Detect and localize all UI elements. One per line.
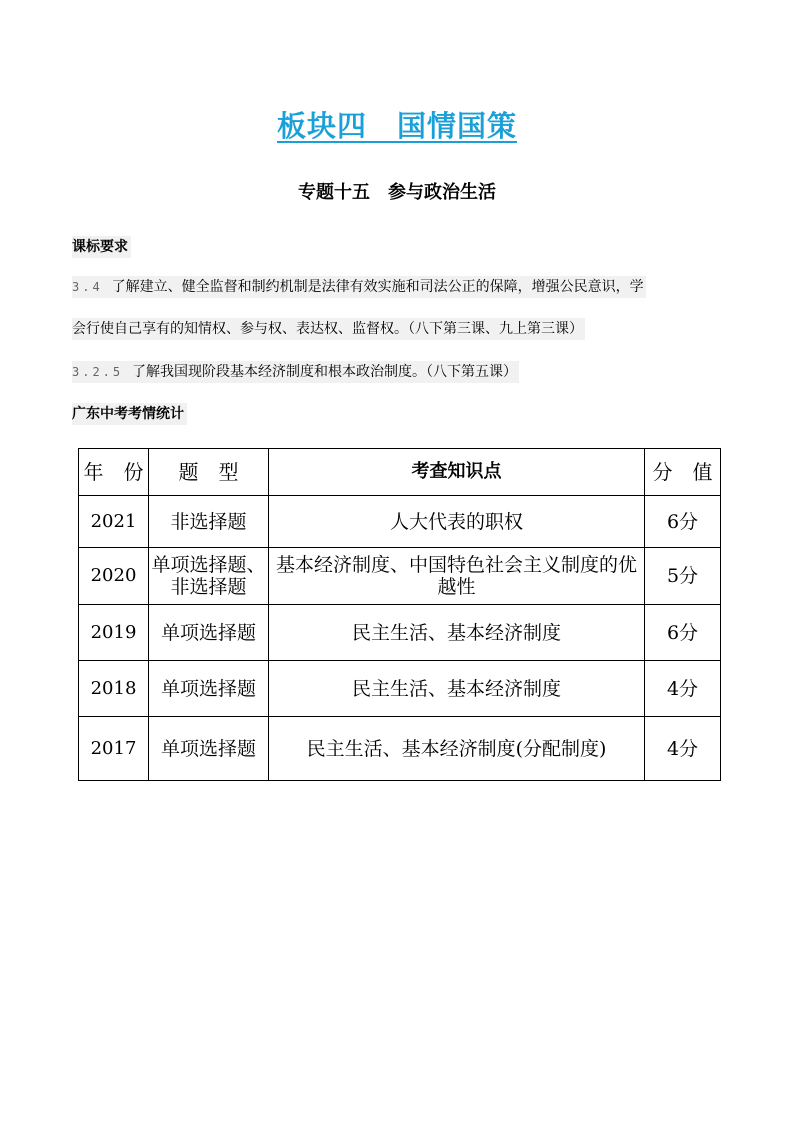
header-topic: 考查知识点 — [269, 449, 645, 496]
topic-subtitle: 专题十五 参与政治生活 — [298, 182, 496, 203]
curriculum-item-1-line-1 — [72, 276, 646, 298]
table-header-row — [79, 449, 721, 496]
table-row — [79, 548, 721, 605]
row-topic: 民主生活、基本经济制度 — [269, 605, 645, 661]
curriculum-item-2-number: 3.2.5 — [72, 365, 124, 379]
curriculum-item-1-text: 了解建立、健全监督和制约机制是法律有效实施和司法公正的保障，增强公民意识，学 — [111, 279, 644, 295]
curriculum-item-2-text: 了解我国现阶段基本经济制度和根本政治制度。（八下第五课） — [132, 364, 518, 380]
table-row — [79, 717, 721, 781]
header-score: 分 值 — [645, 449, 721, 496]
row-score: 4分 — [645, 661, 721, 717]
curriculum-heading: 课标要求 — [72, 236, 131, 258]
row-type: 单项选择题 — [149, 717, 269, 781]
header-type: 题 型 — [149, 449, 269, 496]
row-type: 单项选择题、非选择题 — [149, 548, 269, 605]
table-row — [79, 661, 721, 717]
row-type: 非选择题 — [149, 496, 269, 548]
row-score: 6分 — [645, 605, 721, 661]
row-type: 单项选择题 — [149, 605, 269, 661]
row-topic: 民主生活、基本经济制度 — [269, 661, 645, 717]
row-year: 2018 — [79, 661, 149, 717]
row-year: 2019 — [79, 605, 149, 661]
row-year: 2021 — [79, 496, 149, 548]
row-score: 5分 — [645, 548, 721, 605]
curriculum-item-2 — [72, 361, 519, 383]
page-title: 板块四 国情国策 — [276, 109, 517, 143]
row-topic: 人大代表的职权 — [269, 496, 645, 548]
row-topic: 基本经济制度、中国特色社会主义制度的优越性 — [269, 548, 645, 605]
stats-heading: 广东中考考情统计 — [72, 403, 187, 425]
table-row — [79, 605, 721, 661]
curriculum-item-1-line-2: 会行使自己享有的知情权、参与权、表达权、监督权。（八下第三课、九上第三课） — [72, 318, 585, 340]
row-score: 6分 — [645, 496, 721, 548]
table-row — [79, 496, 721, 548]
exam-stats-table — [78, 448, 721, 781]
row-topic: 民主生活、基本经济制度(分配制度) — [269, 717, 645, 781]
curriculum-item-1-number: 3.4 — [72, 280, 103, 294]
row-score: 4分 — [645, 717, 721, 781]
header-year: 年 份 — [79, 449, 149, 496]
row-year: 2020 — [79, 548, 149, 605]
row-type: 单项选择题 — [149, 661, 269, 717]
row-year: 2017 — [79, 717, 149, 781]
